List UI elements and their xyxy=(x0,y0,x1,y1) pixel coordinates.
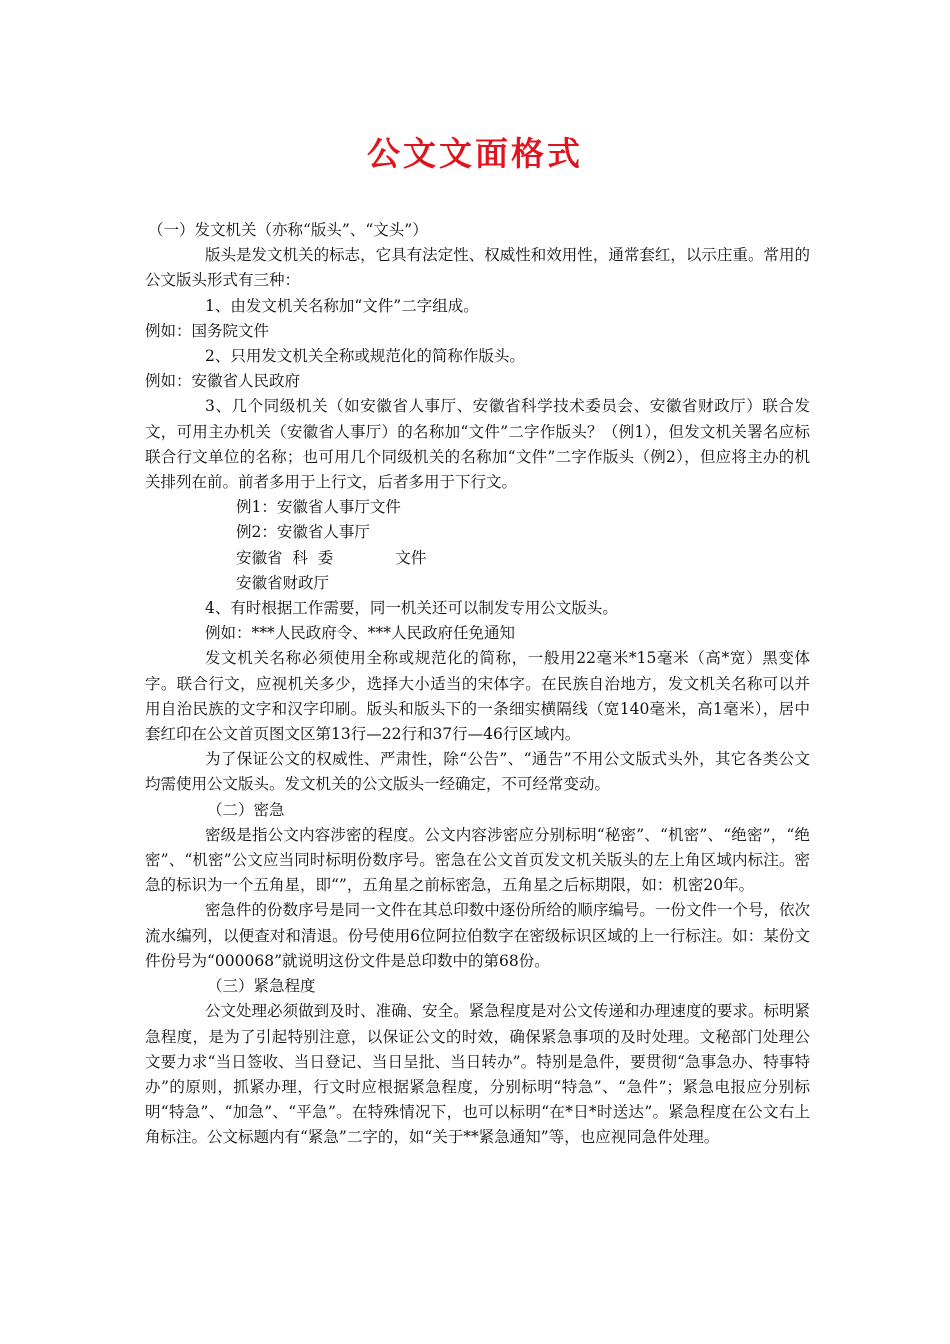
document-title: 公文文面格式 xyxy=(367,134,583,173)
list-item: 3、几个同级机关（如安徽省人事厅、安徽省科学技术委员会、安徽省财政厅）联合发文，可用主办机关（安徽省人事厅）的名称加“文件”二字作版头？（例1），但发文机关署名应标联合行文单位的名称；也可用几个同级机关的名称加“文件”二字作版头（例2），但应将主办的机关排列在前。前者多用于上行文，后者多用于下行文。 xyxy=(145,397,810,492)
section-heading-secrecy: （二）密急 xyxy=(207,800,285,819)
example-line: 例2：安徽省人事厅 xyxy=(236,523,370,542)
paragraph: 为了保证公文的权威性、严肃性，除“公告”、“通告”不用公文版式头外，其它各类公文均需使用公文版头。发文机关的公文版头一经确定，不可经常变动。 xyxy=(145,750,810,794)
section-heading-issuer: （一）发文机关（亦称“版头”、“文头”） xyxy=(148,221,428,239)
example-suffix: 文件 xyxy=(395,548,427,567)
section-heading-urgency: （三）紧急程度 xyxy=(207,977,316,996)
example-line: 例如：安徽省人民政府 xyxy=(145,372,301,391)
document-body xyxy=(145,218,810,1151)
paragraph: 发文机关名称必须使用全称或规范化的简称，一般用22毫米*15毫米（高*宽）黑变体字。联合行文，应视机关多少，选择大小适当的宋体字。在民族自治地方，发文机关名称可以并用自治民族的文字和汉字印刷。版头和版头下的一条细实横隔线（宽140毫米，高1毫米），居中套红印在公文首页图文区第13行—22行和37行—46行区域内。 xyxy=(145,649,810,744)
paragraph: 密急件的份数序号是同一文件在其总印数中逐份所给的顺序编号。一份文件一个号，依次流水编列，以便查对和清退。份号使用6位阿拉伯数字在密级标识区域的上一行标注。如：某份文件份号为“000068”就说明这份文件是总印数中的第68份。 xyxy=(145,901,810,970)
paragraph: 公文处理必须做到及时、准确、安全。紧急程度是对公文传递和办理速度的要求。标明紧急程度，是为了引起特别注意，以保证公文的时效，确保紧急事项的及时处理。文秘部门处理公文要力求“当日签收、当日登记、当日呈批、当日转办”。特别是急件，要贯彻“急事急办、特事特办”的原则，抓紧办理，行文时应根据紧急程度，分别标明“特急”、“急件”；紧急电报应分别标明“特急”、“加急”、“平急”。在特殊情况下，也可以标明“在*日*时送达”。紧急程度在公文右上角标注。公文标题内有“紧急”二字的，如“关于**紧急通知”等，也应视同急件处理。 xyxy=(145,1002,810,1147)
example-line xyxy=(145,546,810,571)
paragraph: 密级是指公文内容涉密的程度。公文内容涉密应分别标明“秘密”、“机密”、“绝密”，“绝密”、“机密”公文应当同时标明份数序号。密急在公文首页发文机关版头的左上角区域内标注。密急的标识为一个五角星，即“”，五角星之前标密急，五角星之后标期限，如：机密20年。 xyxy=(145,825,810,895)
example-agency-name: 安徽省 科 委 xyxy=(236,548,334,567)
list-item: 2、只用发文机关全称或规范化的简称作版头。 xyxy=(205,347,525,366)
list-item: 1、由发文机关名称加“文件”二字组成。 xyxy=(205,296,479,315)
example-line: 例如：***人民政府令、***人民政府任免通知 xyxy=(205,624,516,643)
paragraph: 版头是发文机关的标志，它具有法定性、权威性和效用性，通常套红，以示庄重。常用的公文版头形式有三种： xyxy=(145,246,810,290)
list-item: 4、有时根据工作需要，同一机关还可以制发专用公文版头。 xyxy=(205,599,618,618)
example-line: 例如：国务院文件 xyxy=(145,321,270,340)
example-line: 安徽省财政厅 xyxy=(236,573,330,592)
example-line: 例1：安徽省人事厅文件 xyxy=(236,498,401,517)
